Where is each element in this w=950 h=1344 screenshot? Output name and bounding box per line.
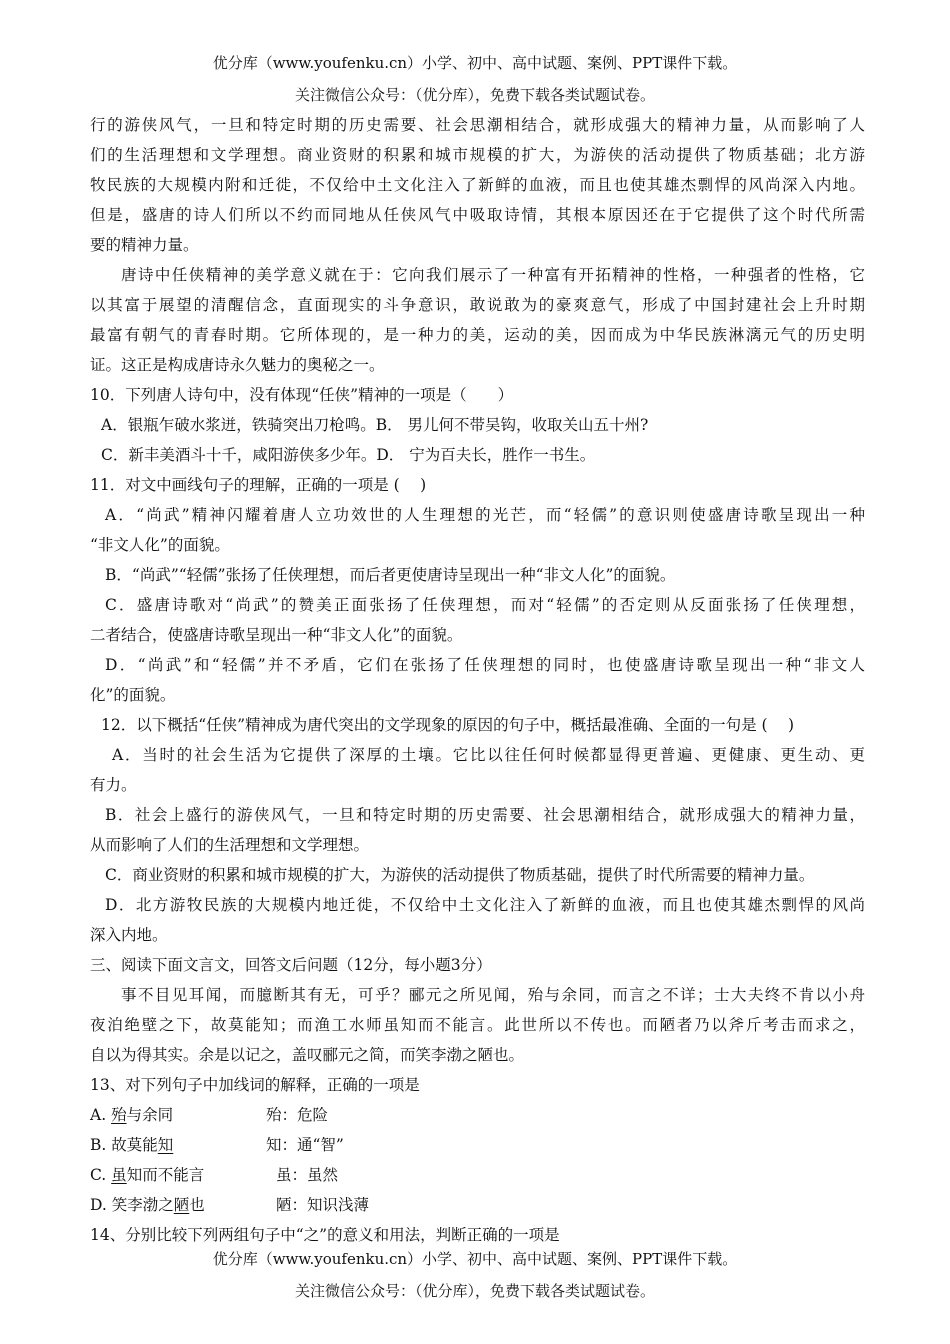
- section-3-title: 三、阅读下面文言文，回答文后问题（12分，每小题3分）: [90, 956, 492, 974]
- question-12-option-a-cont: 有力。: [90, 776, 137, 794]
- page-footer-line1: 优分库（www.youfenku.cn）小学、初中、高中试题、案例、PPT课件下载。: [212, 1250, 738, 1268]
- classical-text-line: 自以为得其实。余是以记之，盖叹郦元之简，而笑李渤之陋也。: [90, 1046, 525, 1064]
- option-text: 也: [189, 1196, 205, 1214]
- option-text: A.: [90, 1106, 112, 1124]
- underlined-word: 殆: [111, 1106, 127, 1124]
- question-11-option-b: B．“尚武”“轻儒”张扬了任侠理想，而后者更使唐诗呈现出一种“非文人化”的面貌。: [105, 566, 676, 584]
- page-header-line2: 关注微信公众号：（优分库），免费下载各类试题试卷。: [294, 86, 655, 104]
- question-10-stem: 10．下列唐人诗句中，没有体现“任侠”精神的一项是（ ）: [90, 386, 514, 404]
- question-11-option-a-cont: “非文人化”的面貌。: [90, 536, 230, 554]
- question-12-option-a: A．当时的社会生活为它提供了深厚的土壤。它比以往任何时候都显得更普遍、更健康、更生动、更: [112, 746, 865, 764]
- option-text: B. 故莫能: [90, 1136, 158, 1154]
- question-11-option-c-cont: 二者结合，使盛唐诗歌呈现出一种“非文人化”的面貌。: [90, 626, 463, 644]
- passage-line: 证。这正是构成唐诗永久魅力的奥秘之一。: [90, 356, 385, 374]
- passage-line: 以其富于展望的清醒信念，直面现实的斗争意识，敢说敢为的豪爽意气，形成了中国封建社会上升时期: [90, 296, 865, 314]
- option-explanation: 虽：虽然: [276, 1166, 339, 1184]
- question-12-option-d-cont: 深入内地。: [90, 926, 168, 944]
- question-13-option-d: [90, 1190, 865, 1220]
- option-text: 与余同: [126, 1106, 174, 1124]
- question-13-option-c: [90, 1160, 865, 1190]
- page-footer-line2: 关注微信公众号：（优分库），免费下载各类试题试卷。: [294, 1282, 655, 1300]
- classical-text-line: 夜泊绝壁之下，故莫能知；而渔工水师虽知而不能言。此世所以不传也。而陋者乃以斧斤考击而求之，: [90, 1016, 865, 1034]
- passage-line: 行的游侠风气，一旦和特定时期的历史需要、社会思潮相结合，就形成强大的精神力量，从而影响了人: [90, 116, 865, 134]
- question-11-option-a: A．“尚武”精神闪耀着唐人立功效世的人生理想的光芒，而“轻儒”的意识则使盛唐诗歌呈现出一种: [105, 506, 865, 524]
- option-explanation: 知：通“智”: [266, 1136, 344, 1154]
- page-header-line1: 优分库（www.youfenku.cn）小学、初中、高中试题、案例、PPT课件下载。: [212, 54, 738, 72]
- question-11-option-d-cont: 化”的面貌。: [90, 686, 176, 704]
- classical-text-line: 事不目见耳闻，而臆断其有无，可乎？郦元之所见闻，殆与余同，而言之不详；士大夫终不肯以小舟: [121, 986, 865, 1004]
- passage-line: 要的精神力量。: [90, 236, 199, 254]
- question-13-option-b: [90, 1130, 865, 1160]
- question-13-option-a: [90, 1100, 865, 1130]
- question-10-options-cd: C．新丰美酒斗十千，咸阳游侠多少年。D． 宁为百夫长，胜作一书生。: [101, 446, 596, 464]
- question-12-option-b-cont: 从而影响了人们的生活理想和文学理想。: [90, 836, 370, 854]
- option-text: D. 笑李渤之: [90, 1196, 174, 1214]
- passage-line: 们的生活理想和文学理想。商业资财的积累和城市规模的扩大，为游侠的活动提供了物质基础；北方游: [90, 146, 865, 164]
- question-12-stem: 12．以下概括“任侠”精神成为唐代突出的文学现象的原因的句子中，概括最准确、全面的一句是 ( ): [101, 716, 795, 734]
- question-11-option-d: D．“尚武”和“轻儒”并不矛盾，它们在张扬了任侠理想的同时，也使盛唐诗歌呈现出一种“非文人: [105, 656, 865, 674]
- underlined-word: 陋: [173, 1196, 190, 1214]
- question-10-options-ab: A．银瓶乍破水浆迸，铁骑突出刀枪鸣。B． 男儿何不带吴钩，收取关山五十州?: [101, 416, 649, 434]
- question-11-option-c: C．盛唐诗歌对“尚武”的赞美正面张扬了任侠理想，而对“轻儒”的否定则从反面张扬了任侠理想，: [105, 596, 865, 614]
- question-12-option-c: C．商业资财的积累和城市规模的扩大，为游侠的活动提供了物质基础，提供了时代所需要的精神力量。: [105, 866, 815, 884]
- option-text: 知而不能言: [126, 1166, 205, 1184]
- option-explanation: 殆：危险: [266, 1106, 329, 1124]
- question-14-stem: 14、分别比较下列两组句子中“之”的意义和用法，判断正确的一项是: [90, 1226, 560, 1244]
- question-11-stem: 11．对文中画线句子的理解，正确的一项是 ( ): [90, 476, 427, 494]
- passage-line: 唐诗中任侠精神的美学意义就在于：它向我们展示了一种富有开拓精神的性格，一种强者的性格，它: [121, 266, 865, 284]
- question-12-option-b: B．社会上盛行的游侠风气，一旦和特定时期的历史需要、社会思潮相结合，就形成强大的精神力量，: [105, 806, 865, 824]
- passage-line: 最富有朝气的青春时期。它所体现的，是一种力的美，运动的美，因而成为中华民族淋漓元气的历史明: [90, 326, 865, 344]
- underlined-word: 知: [157, 1136, 174, 1154]
- passage-line: 但是，盛唐的诗人们所以不约而同地从任侠风气中吸取诗情，其根本原因还在于它提供了这个时代所需: [90, 206, 865, 224]
- page-content: [90, 110, 865, 1250]
- option-explanation: 陋：知识浅薄: [276, 1196, 370, 1214]
- passage-line: 牧民族的大规模内附和迁徙，不仅给中土文化注入了新鲜的血液，而且也使其雄杰剽悍的风尚深入内地。: [90, 176, 865, 194]
- underlined-word: 虽: [111, 1166, 127, 1184]
- question-13-stem: 13、对下列句子中加线词的解释，正确的一项是: [90, 1076, 420, 1094]
- option-text: C.: [90, 1166, 112, 1184]
- question-12-option-d: D．北方游牧民族的大规模内地迁徙，不仅给中土文化注入了新鲜的血液，而且也使其雄杰剽悍的风尚: [105, 896, 865, 914]
